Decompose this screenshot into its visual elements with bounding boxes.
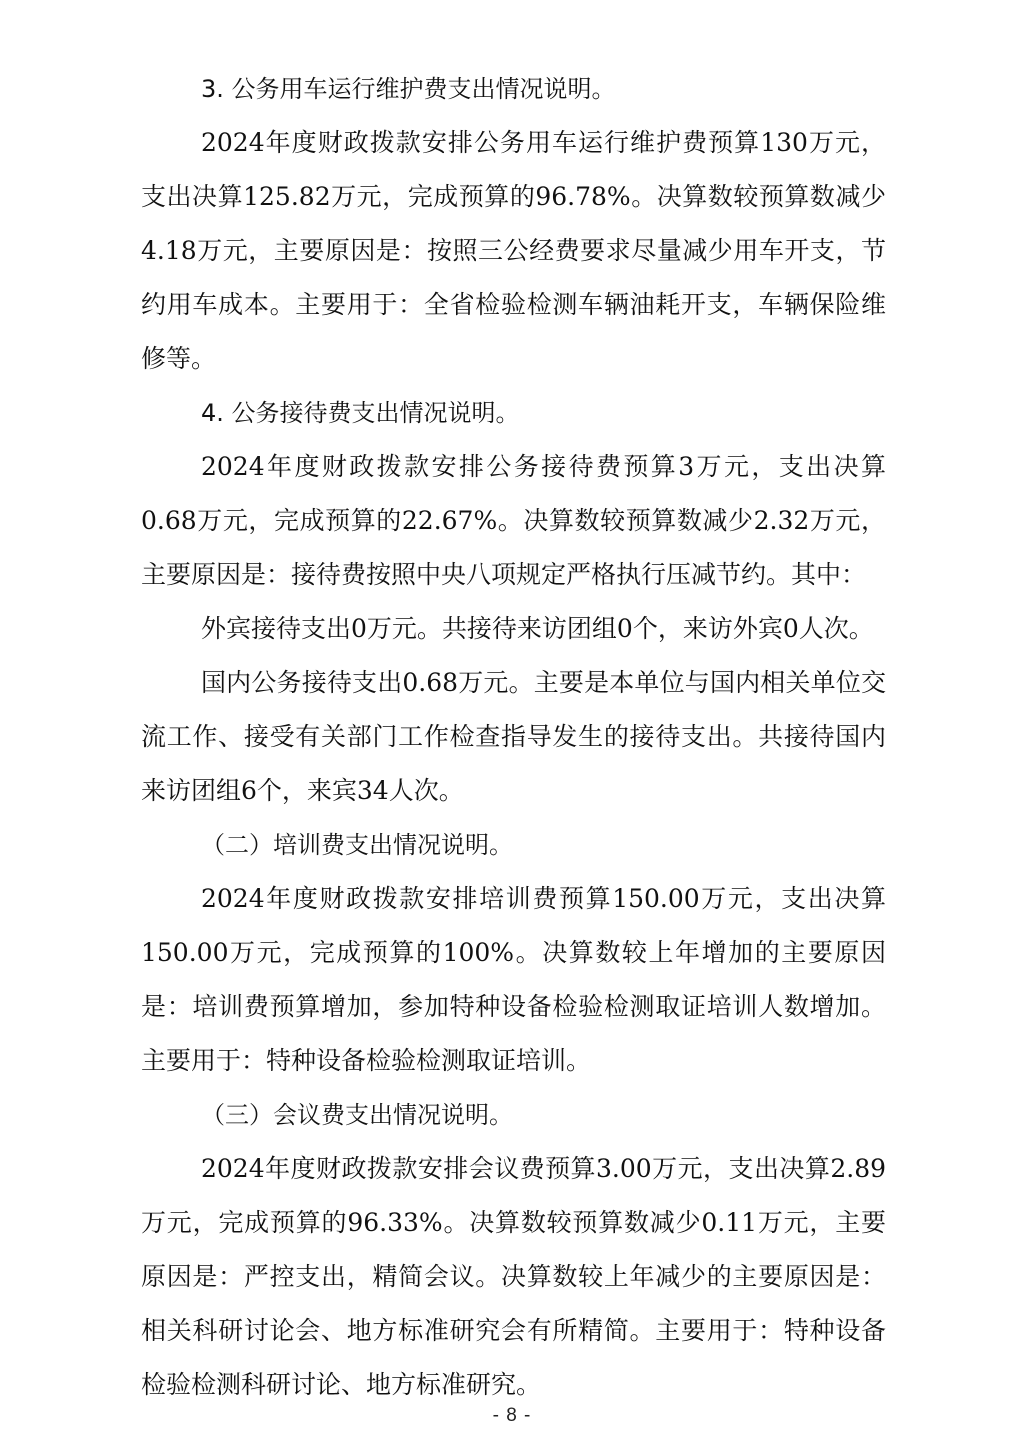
paragraph-reception: 2024年度财政拨款安排公务接待费预算3万元，支出决算0.68万元，完成预算的22.67%。决算数较预算数减少2.32万元，主要原因是：接待费按照中央八项规定严格执行压减节约。其中： [141, 452, 886, 589]
section-heading-car-maintenance: 3. 公务用车运行维护费支出情况说明。 [201, 75, 616, 103]
paragraph-training: 2024年度财政拨款安排培训费预算150.00万元，支出决算150.00万元，完成预算的100%。决算数较上年增加的主要原因是：培训费预算增加，参加特种设备检验检测取证培训人数增加。主要用于：特种设备检验检测取证培训。 [141, 884, 886, 1075]
paragraph-meeting: 2024年度财政拨款安排会议费预算3.00万元，支出决算2.89万元，完成预算的96.33%。决算数较预算数减少0.11万元，主要原因是：严控支出，精简会议。决算数较上年减少的主要原因是：相关科研讨论会、地方标准研究会有所精简。主要用于：特种设备检验检测科研讨论、地方标准研究。 [141, 1154, 886, 1399]
page-number: - 8 - [492, 1405, 532, 1426]
section-heading-meeting: （三）会议费支出情况说明。 [201, 1101, 513, 1129]
paragraph-domestic-reception: 国内公务接待支出0.68万元。主要是本单位与国内相关单位交流工作、接受有关部门工作检查指导发生的接待支出。共接待国内来访团组6个，来宾34人次。 [141, 668, 886, 805]
document-body [141, 62, 886, 1412]
section-heading-reception: 4. 公务接待费支出情况说明。 [201, 399, 520, 427]
paragraph-car-maintenance: 2024年度财政拨款安排公务用车运行维护费预算130万元，支出决算125.82万元，完成预算的96.78%。决算数较预算数减少4.18万元，主要原因是：按照三公经费要求尽量减少用车开支，节约用车成本。主要用于：全省检验检测车辆油耗开支，车辆保险维修等。 [141, 128, 886, 373]
section-heading-training: （二）培训费支出情况说明。 [201, 831, 513, 859]
paragraph-foreign-reception: 外宾接待支出0万元。共接待来访团组0个，来访外宾0人次。 [201, 614, 874, 643]
